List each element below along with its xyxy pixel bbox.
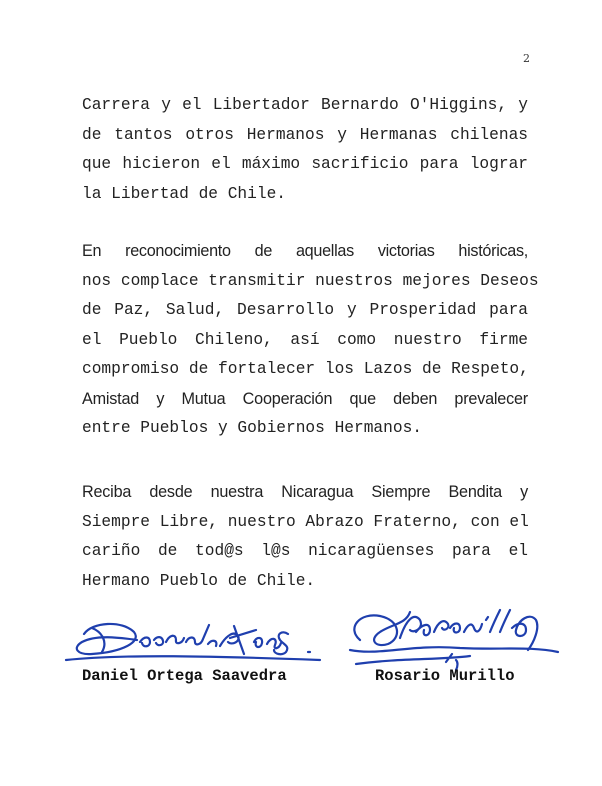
signature-strokes (66, 624, 320, 660)
paragraph-line: En reconocimiento de aquellas victorias históricas, (82, 242, 528, 260)
paragraph-line: Amistad y Mutua Cooperación que deben prevalecer (82, 389, 528, 408)
paragraph-line: Siempre Libre, nuestro Abrazo Fraterno, con el (82, 512, 529, 531)
signature-strokes (350, 610, 558, 670)
paragraph-line: que hicieron el máximo sacrificio para lograr (82, 155, 528, 173)
paragraph-line: entre Pueblos y Gobiernos Hermanos. (82, 419, 422, 437)
paragraph-line: el Pueblo Chileno, así como nuestro firme (82, 330, 528, 349)
signer-name-2: Rosario Murillo (375, 667, 515, 685)
paragraph-line: de Paz, Salud, Desarrollo y Prosperidad para (82, 301, 528, 319)
paragraph-1 (82, 91, 528, 209)
signer-name-1: Daniel Ortega Saavedra (82, 667, 287, 685)
paragraph-3 (82, 478, 528, 596)
paragraph-line: Reciba desde nuestra Nicaragua Siempre Bendita y (82, 483, 528, 501)
signature-rosario-murillo (340, 592, 565, 678)
paragraph-line: Carrera y el Libertador Bernardo O'Higgins, y (82, 96, 528, 114)
paragraph-line: de tantos otros Hermanos y Hermanas chilenas (82, 125, 528, 144)
paragraph-line: Hermano Pueblo de Chile. (82, 571, 316, 590)
paragraph-line: cariño de tod@s l@s nicaragüenses para el (82, 542, 528, 560)
paragraph-line: la Libertad de Chile. (82, 184, 286, 203)
signature-daniel-ortega (62, 612, 332, 672)
paragraph-2 (82, 237, 539, 444)
paragraph-line: compromiso de fortalecer los Lazos de Respeto, (82, 360, 529, 378)
page-number: 2 (523, 52, 530, 65)
paragraph-line: nos complace transmitir nuestros mejores Deseos (82, 271, 539, 290)
